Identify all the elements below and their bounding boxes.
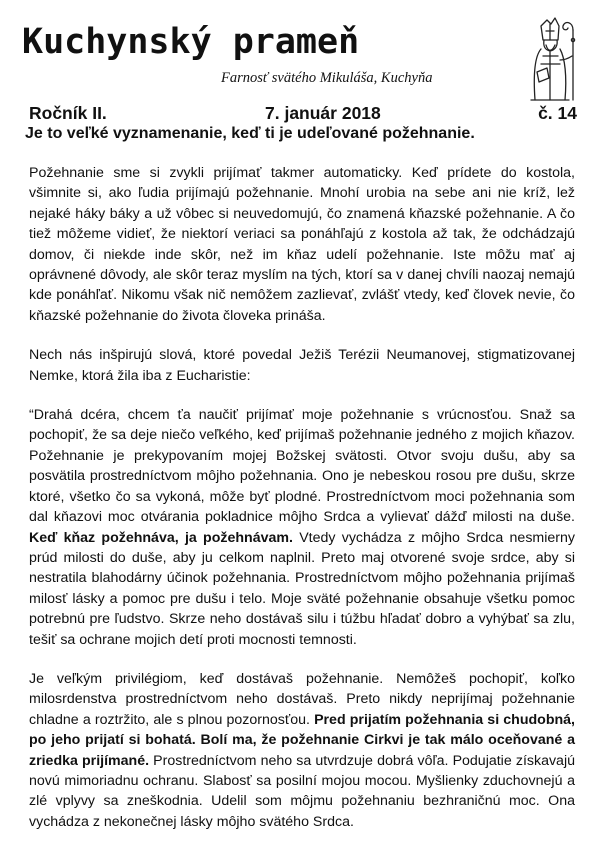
parish-subtitle: Farnosť svätého Mikuláša, Kuchyňa <box>221 70 433 86</box>
paragraph-3 <box>29 405 575 650</box>
issue-date: 7. január 2018 <box>265 103 381 123</box>
issue-number: č. 14 <box>538 103 577 123</box>
newsletter-title: Kuchynský prameň <box>22 22 360 62</box>
issue-info <box>29 103 577 125</box>
saint-nicholas-bishop-icon <box>527 16 583 102</box>
paragraph-3-text-a: “Drahá dcéra, chcem ťa naučiť prijímať moje požehnanie s vrúcnosťou. Snaž sa pochopiť, že sa deje niečo veľkého, keď prijímaš požehnanie jedného z mojich kňazov. Požehnanie je prekypovaním mojej Božskej svätosti. Otvor svoju dušu, aby sa posvätila prostredníctvom môjho požehnania. Ono je nebeskou rosou pre dušu, skrze ktoré, všetko čo sa vykoná, môže byť plodné. Prostredníctvom moci požehnania som dal kňazovi moc otvárania pokladnice môjho Srdca a vylievať dážď milosti na duše. <box>29 407 575 526</box>
paragraph-2: Nech nás inšpirujú slová, ktoré povedal Ježiš Terézii Neumanovej, stigmatizovanej Nemke, ktorá žila iba z Eucharistie: <box>29 347 575 384</box>
paragraph-4-emphasis: Pred prijatím požehnania si chudobná, po jeho prijatí si bohatá. Bolí ma, že požehnanie Cirkvi je tak málo oceňované a zriedka prijímané. <box>29 711 575 769</box>
article-headline: Je to veľké vyznamenanie, keď ti je udeľované požehnanie. <box>25 125 475 142</box>
volume-label: Ročník II. <box>29 103 107 123</box>
paragraph-4 <box>29 669 575 832</box>
paragraph-4-text-a: Je veľkým privilégiom, keď dostávaš požehnanie. Nemôžeš pochopiť, koľko milosrdenstva prostredníctvom neho dostávaš. Preto nikdy neprijímaj požehnanie chladne a roztržito, ale s plnou pozornosťou. <box>29 670 575 728</box>
paragraph-3-emphasis: Keď kňaz požehnáva, ja požehnávam. <box>29 529 293 546</box>
paragraph-4-text-b: Prostredníctvom neho sa utvrdzuje dobrá vôľa. Podujatie získavajú novú mimoriadnu ochranu. Slabosť sa posilní mojou mocou. Myšlienky zduchovnejú a zlé vplyvy sa zneškodnia. Udelil som môjmu požehnaniu bezhraničnú moc. Ona vychádza z nekonečnej lásky môjho svätého Srdca. <box>29 752 575 830</box>
article-body <box>29 163 575 852</box>
paragraph-1: Požehnanie sme si zvykli prijímať takmer automaticky. Keď prídete do kostola, všimnite si, ako ľudia prijímajú požehnanie. Mnohí urobia na sebe ani nie kríž, lež nejaké háky báky a už vôbec si neuvedomujú, čo znamená kňazské požehnanie. A čo tiež môžeme vidieť, že niektorí veriaci sa ponáhľajú z kostola až tak, že odchádzajú domov, či niekde inde skôr, než im kňaz udelí požehnanie. Iste môžu mať aj oprávnené dôvody, ale skôr teraz myslím na tých, ktorí sa v danej chvíli naozaj nemajú kde ponáhľať. Nikomu však nič nemôžem zazlievať, zvlášť vtedy, keď človek nevie, čo kňazské požehnanie do života človeka prináša. <box>29 165 575 324</box>
paragraph-3-text-b: Vtedy vychádza z môjho Srdca nesmierny prúd milosti do duše, aby ju celkom naplnil. Preto maj otvorené svoje srdce, aby si nestratila blahodárny účinok požehnania. Prostredníctvom môjho požehnania prijímaš milosť lásky a pomoc pre dušu i telo. Moje sväté požehnanie obsahuje všetku pomoc potrebnú pre ľudstvo. Skrze neho dostávaš silu i túžbu hľadať dobro a vyhýbať sa zlu, tešiť sa ochrane mojich detí proti mocnosti temnosti. <box>29 529 575 648</box>
